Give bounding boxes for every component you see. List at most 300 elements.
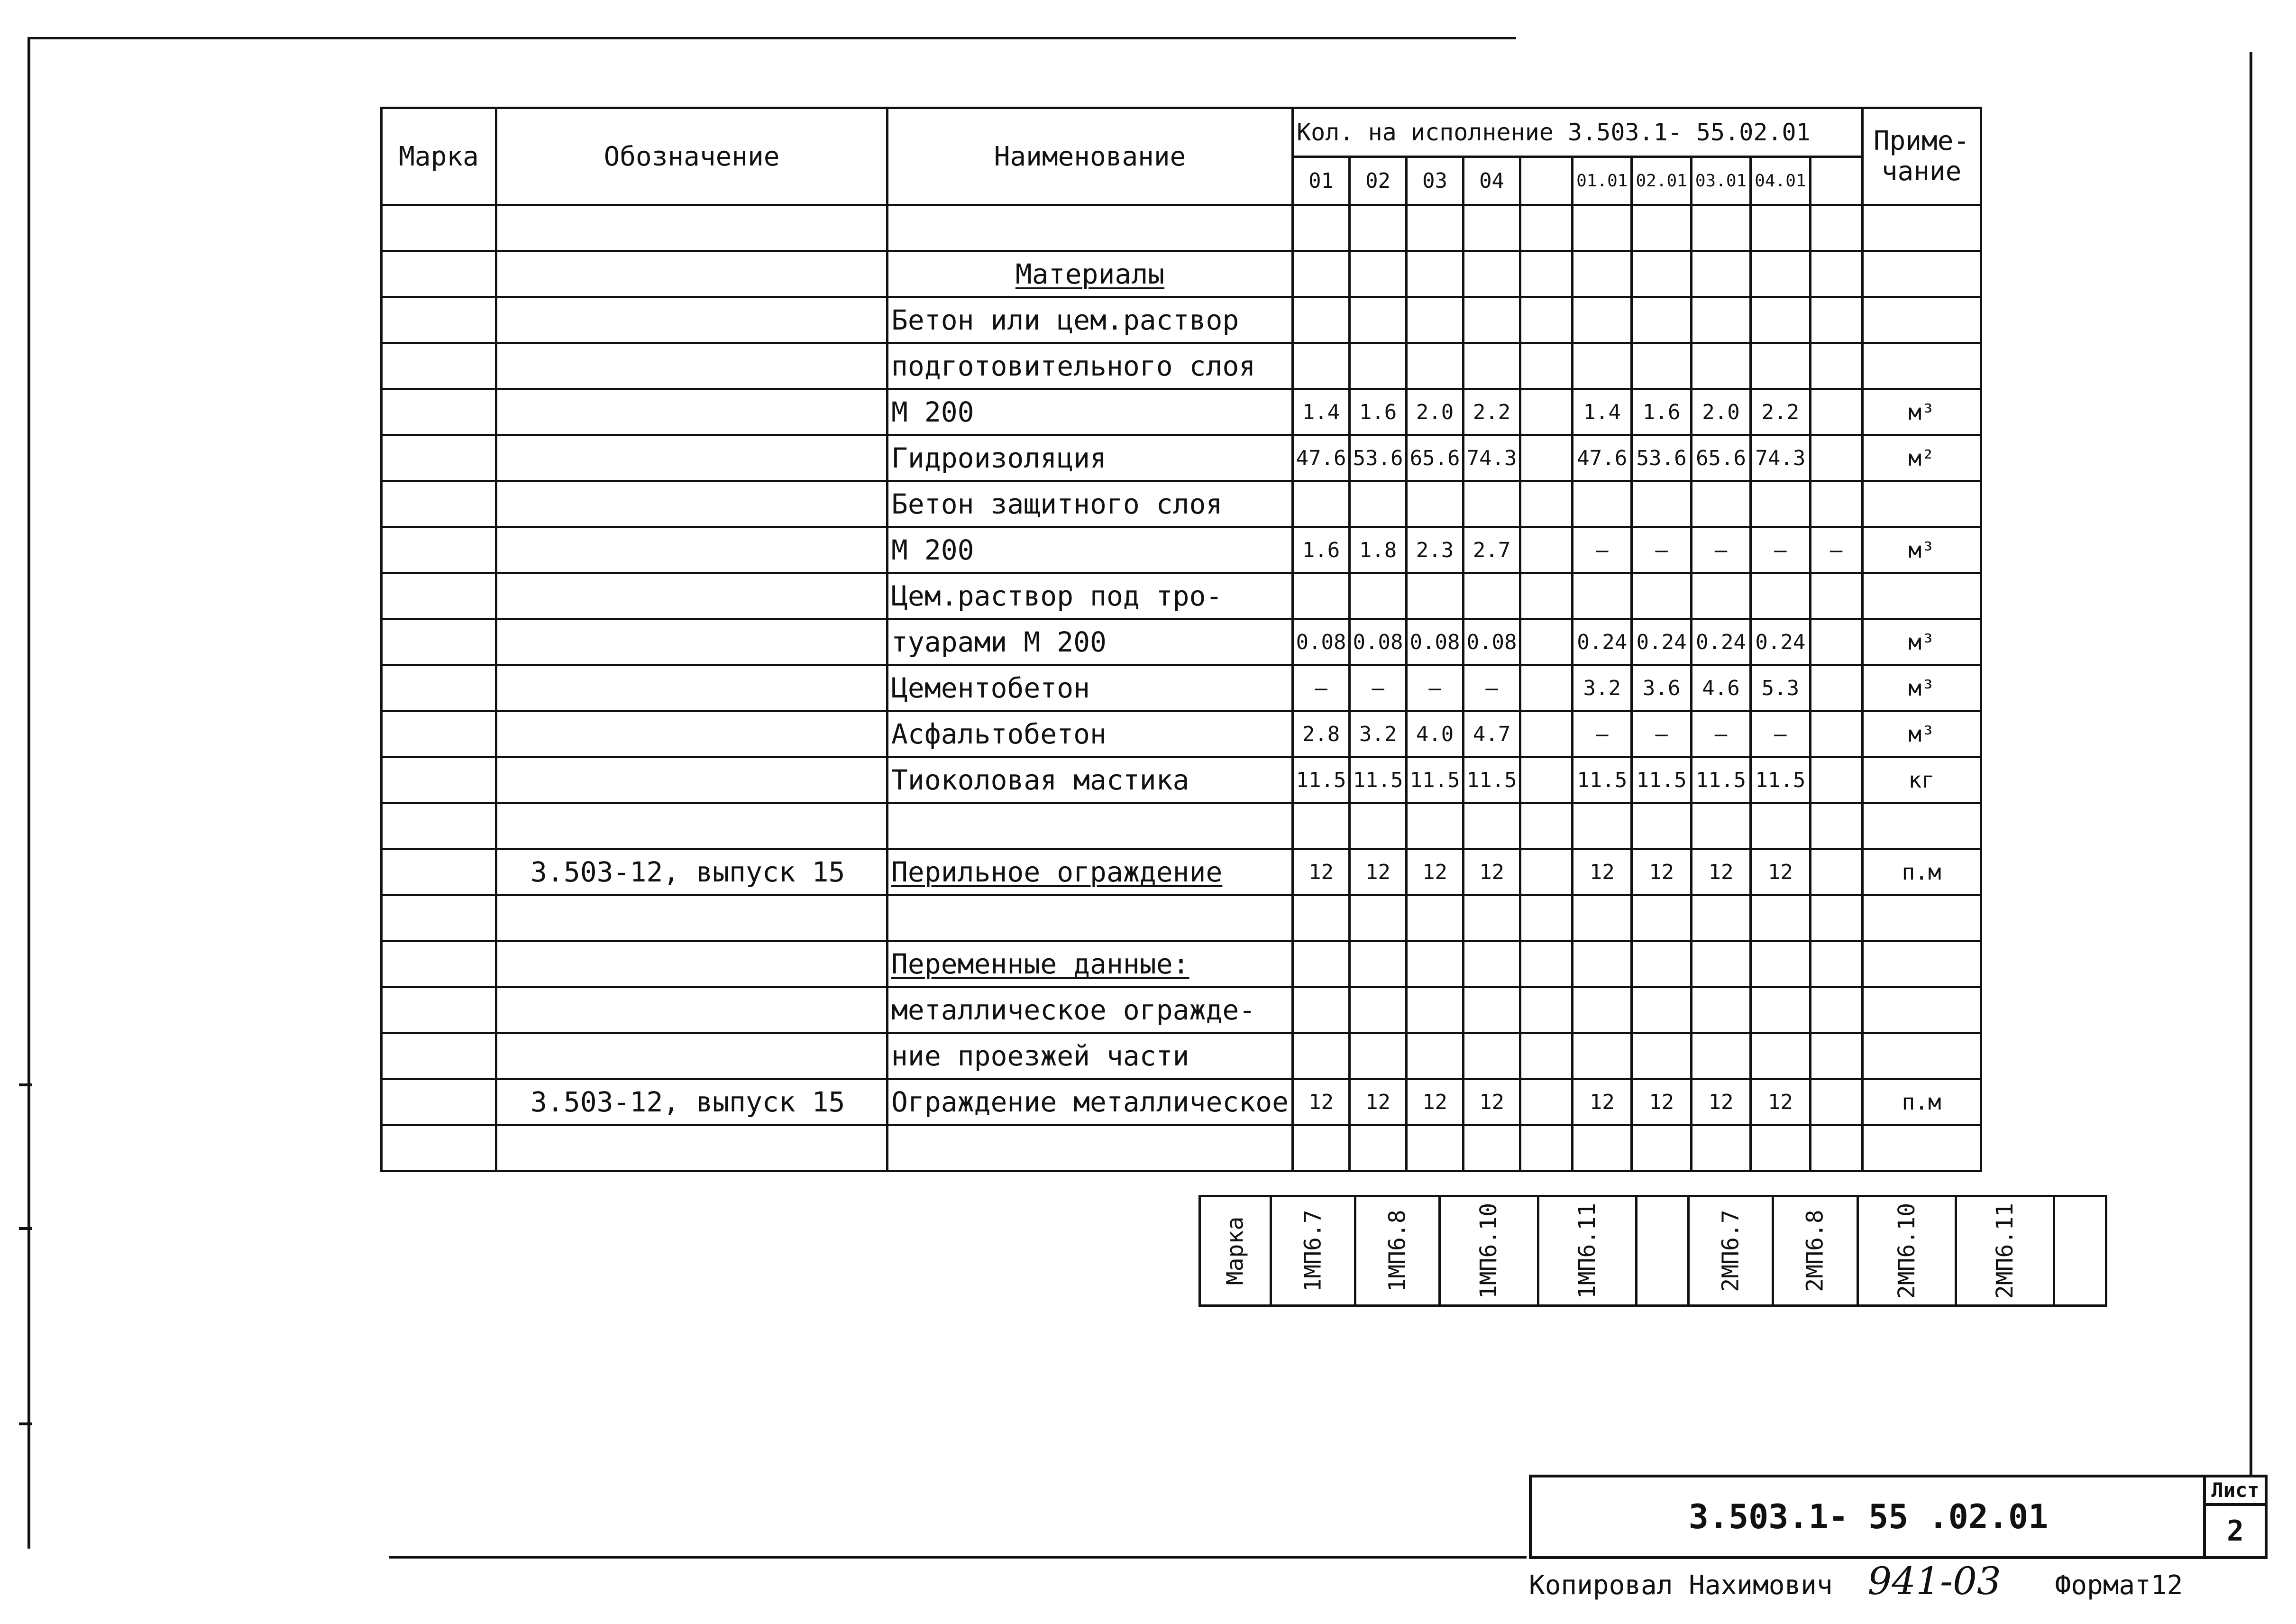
sheet-number: 2 xyxy=(2226,1514,2244,1548)
mark-cell xyxy=(382,435,496,481)
mark-cell xyxy=(1857,1196,1956,1306)
mark-cell xyxy=(1688,1196,1773,1306)
designation-cell xyxy=(496,987,887,1033)
quantity-cell xyxy=(1810,941,1862,987)
quantity-cell: 1.6 xyxy=(1350,389,1407,435)
quantity-cell xyxy=(1691,1033,1750,1079)
quantity-cell xyxy=(1520,757,1573,803)
quantity-cell xyxy=(1520,343,1573,389)
frame-tick xyxy=(19,1227,32,1230)
mark-cell xyxy=(382,895,496,941)
table-row xyxy=(382,343,1981,389)
table-row xyxy=(382,665,1981,711)
name-cell xyxy=(887,1125,1293,1171)
quantity-cell xyxy=(1632,205,1691,251)
name-cell: ние проезжей части xyxy=(887,1033,1293,1079)
quantity-cell xyxy=(1407,987,1464,1033)
quantity-cell xyxy=(1520,1079,1573,1125)
mark-cell xyxy=(382,205,496,251)
quantity-cell: 0.24 xyxy=(1573,619,1632,665)
quantity-cell: 47.6 xyxy=(1573,435,1632,481)
quantity-cell xyxy=(1632,1125,1691,1171)
mark-cell xyxy=(382,389,496,435)
quantity-cell xyxy=(1464,803,1520,849)
frame-line-right xyxy=(2250,52,2252,1475)
quantity-cell: — xyxy=(1464,665,1520,711)
quantity-cell xyxy=(1751,205,1810,251)
quantity-cell: 12 xyxy=(1632,849,1691,895)
mark-value: 1МП6.11 xyxy=(1573,1202,1601,1299)
copied-by: Копировал Нахимович xyxy=(1529,1570,1833,1601)
quantity-cell xyxy=(1464,1125,1520,1171)
name-cell xyxy=(887,895,1293,941)
designation-cell xyxy=(496,895,887,941)
designation-cell xyxy=(496,343,887,389)
mark-cell xyxy=(382,573,496,619)
mark-cell xyxy=(382,941,496,987)
mark-cell xyxy=(1538,1196,1636,1306)
quantity-cell xyxy=(1810,619,1862,665)
quantity-cell xyxy=(1407,251,1464,297)
mark-cell xyxy=(382,619,496,665)
note-cell xyxy=(1862,343,1981,389)
quantity-cell xyxy=(1520,435,1573,481)
quantity-cell xyxy=(1407,297,1464,343)
quantity-cell xyxy=(1573,941,1632,987)
name-cell: Бетон защитного слоя xyxy=(887,481,1293,527)
quantity-cell xyxy=(1464,573,1520,619)
quantity-cell: 11.5 xyxy=(1573,757,1632,803)
frame-tick xyxy=(19,1422,32,1425)
quantity-cell xyxy=(1407,1125,1464,1171)
header-col: 02.01 xyxy=(1632,156,1691,205)
designation-cell xyxy=(496,389,887,435)
mark-cell xyxy=(382,1125,496,1171)
quantity-cell xyxy=(1751,297,1810,343)
quantity-cell xyxy=(1573,1125,1632,1171)
designation-cell xyxy=(496,757,887,803)
note-cell xyxy=(1862,573,1981,619)
quantity-cell xyxy=(1810,1079,1862,1125)
quantity-cell xyxy=(1520,849,1573,895)
quantity-cell xyxy=(1632,941,1691,987)
quantity-cell xyxy=(1751,1125,1810,1171)
designation-cell xyxy=(496,435,887,481)
designation-cell: 3.503-12, выпуск 15 xyxy=(496,849,887,895)
table-row xyxy=(382,757,1981,803)
quantity-cell xyxy=(1293,573,1350,619)
quantity-cell xyxy=(1520,527,1573,573)
mark-cell xyxy=(382,803,496,849)
quantity-cell: 1.8 xyxy=(1350,527,1407,573)
table-row xyxy=(382,987,1981,1033)
header-designation: Обозначение xyxy=(496,108,887,205)
quantity-cell xyxy=(1520,205,1573,251)
mark-value: 1МП6.7 xyxy=(1299,1210,1326,1292)
quantity-cell: 2.2 xyxy=(1464,389,1520,435)
frame-tick xyxy=(19,1083,32,1086)
quantity-cell: 65.6 xyxy=(1407,435,1464,481)
quantity-cell xyxy=(1632,987,1691,1033)
document-code: 3.503.1- 55 .02.01 xyxy=(1688,1497,2049,1536)
mark-cell xyxy=(382,481,496,527)
mark-cell xyxy=(382,665,496,711)
quantity-cell xyxy=(1464,297,1520,343)
designation-cell xyxy=(496,941,887,987)
name-cell: Перильное ограждение xyxy=(887,849,1293,895)
quantity-cell xyxy=(1751,573,1810,619)
quantity-cell xyxy=(1407,1033,1464,1079)
quantity-cell xyxy=(1751,895,1810,941)
quantity-cell xyxy=(1520,941,1573,987)
quantity-cell xyxy=(1464,895,1520,941)
quantity-cell xyxy=(1520,297,1573,343)
header-col: 04.01 xyxy=(1751,156,1810,205)
quantity-cell: — xyxy=(1691,711,1750,757)
name-cell: Цементобетон xyxy=(887,665,1293,711)
quantity-cell xyxy=(1691,481,1750,527)
header-col: 01.01 xyxy=(1573,156,1632,205)
quantity-cell xyxy=(1464,343,1520,389)
header-quantity: Кол. на исполнение 3.503.1- 55.02.01 xyxy=(1293,108,1863,157)
quantity-cell xyxy=(1632,297,1691,343)
header-mark: Марка xyxy=(382,108,496,205)
note-cell: м³ xyxy=(1862,389,1981,435)
quantity-cell xyxy=(1520,803,1573,849)
quantity-cell xyxy=(1464,251,1520,297)
quantity-cell xyxy=(1350,481,1407,527)
header-col: 03 xyxy=(1407,156,1464,205)
quantity-cell xyxy=(1810,1033,1862,1079)
table-row xyxy=(382,941,1981,987)
quantity-cell xyxy=(1573,251,1632,297)
quantity-cell xyxy=(1810,987,1862,1033)
quantity-cell: 11.5 xyxy=(1407,757,1464,803)
quantity-cell: 12 xyxy=(1691,849,1750,895)
quantity-cell: 2.8 xyxy=(1293,711,1350,757)
quantity-cell xyxy=(1573,573,1632,619)
quantity-cell xyxy=(1293,1033,1350,1079)
name-cell: Бетон или цем.раствор xyxy=(887,297,1293,343)
quantity-cell xyxy=(1691,251,1750,297)
quantity-cell: 12 xyxy=(1464,849,1520,895)
header-name: Наименование xyxy=(887,108,1293,205)
table-row xyxy=(382,481,1981,527)
quantity-cell: 0.08 xyxy=(1350,619,1407,665)
designation-cell xyxy=(496,527,887,573)
quantity-cell xyxy=(1810,251,1862,297)
name-cell xyxy=(887,205,1293,251)
quantity-cell xyxy=(1520,389,1573,435)
name-cell: Асфальтобетон xyxy=(887,711,1293,757)
quantity-cell: 12 xyxy=(1407,849,1464,895)
quantity-cell xyxy=(1810,665,1862,711)
quantity-cell xyxy=(1350,941,1407,987)
quantity-cell xyxy=(1293,481,1350,527)
title-block xyxy=(1529,1475,2268,1559)
quantity-cell: 65.6 xyxy=(1691,435,1750,481)
quantity-cell xyxy=(1810,435,1862,481)
quantity-cell xyxy=(1691,987,1750,1033)
quantity-cell: 2.3 xyxy=(1407,527,1464,573)
quantity-cell xyxy=(1407,803,1464,849)
quantity-cell xyxy=(1573,297,1632,343)
sheet-label: Лист xyxy=(2206,1477,2265,1506)
quantity-cell: 4.6 xyxy=(1691,665,1750,711)
quantity-cell: — xyxy=(1632,527,1691,573)
header-col: 04 xyxy=(1464,156,1520,205)
name-cell: Тиоколовая мастика xyxy=(887,757,1293,803)
mark-cell xyxy=(382,987,496,1033)
quantity-cell xyxy=(1691,1125,1750,1171)
mark-cell xyxy=(382,1033,496,1079)
quantity-cell: — xyxy=(1293,665,1350,711)
quantity-cell: 53.6 xyxy=(1632,435,1691,481)
name-cell: М 200 xyxy=(887,527,1293,573)
quantity-cell xyxy=(1520,1125,1573,1171)
quantity-cell: 2.7 xyxy=(1464,527,1520,573)
quantity-cell xyxy=(1691,803,1750,849)
table-row xyxy=(382,527,1981,573)
signature-number: 941-03 xyxy=(1867,1559,2001,1603)
note-cell: м³ xyxy=(1862,665,1981,711)
mark-cell xyxy=(382,343,496,389)
quantity-cell xyxy=(1464,481,1520,527)
quantity-cell xyxy=(1520,987,1573,1033)
note-cell xyxy=(1862,251,1981,297)
quantity-cell: 12 xyxy=(1691,1079,1750,1125)
quantity-cell: 11.5 xyxy=(1464,757,1520,803)
mark-cell xyxy=(1956,1196,2054,1306)
table-row xyxy=(382,573,1981,619)
designation-cell xyxy=(496,297,887,343)
quantity-cell xyxy=(1520,711,1573,757)
mark-cell xyxy=(382,297,496,343)
table-row xyxy=(382,1079,1981,1125)
quantity-cell xyxy=(1751,1033,1810,1079)
quantity-cell: — xyxy=(1573,527,1632,573)
designation-cell xyxy=(496,481,887,527)
note-cell: м² xyxy=(1862,435,1981,481)
quantity-cell xyxy=(1293,205,1350,251)
quantity-cell: 2.0 xyxy=(1407,389,1464,435)
quantity-cell xyxy=(1464,941,1520,987)
quantity-cell xyxy=(1520,573,1573,619)
designation-cell xyxy=(496,205,887,251)
mark-cell xyxy=(2054,1196,2106,1306)
name-cell: Ограждение металлическое xyxy=(887,1079,1293,1125)
quantity-cell xyxy=(1573,1033,1632,1079)
specification-table xyxy=(380,107,1982,1172)
quantity-cell: — xyxy=(1751,711,1810,757)
quantity-cell: 1.4 xyxy=(1573,389,1632,435)
frame-line-bottom xyxy=(389,1556,1527,1559)
quantity-cell xyxy=(1632,573,1691,619)
quantity-cell: 11.5 xyxy=(1350,757,1407,803)
quantity-cell xyxy=(1407,481,1464,527)
mark-cell xyxy=(382,757,496,803)
quantity-cell xyxy=(1350,895,1407,941)
table-row xyxy=(382,1033,1981,1079)
quantity-cell: 0.24 xyxy=(1632,619,1691,665)
footer-line xyxy=(1529,1559,2183,1603)
quantity-cell xyxy=(1751,803,1810,849)
quantity-cell: — xyxy=(1573,711,1632,757)
quantity-cell xyxy=(1464,205,1520,251)
quantity-cell xyxy=(1691,343,1750,389)
mark-value: 2МП6.8 xyxy=(1802,1210,1829,1292)
quantity-cell: 12 xyxy=(1751,1079,1810,1125)
mark-cell xyxy=(1355,1196,1439,1306)
quantity-cell: 12 xyxy=(1632,1079,1691,1125)
frame-line-left xyxy=(27,37,30,1549)
mark-cell xyxy=(382,711,496,757)
designation-cell xyxy=(496,1125,887,1171)
quantity-cell: — xyxy=(1691,527,1750,573)
quantity-cell: 74.3 xyxy=(1751,435,1810,481)
quantity-cell xyxy=(1350,1033,1407,1079)
quantity-cell: 12 xyxy=(1573,1079,1632,1125)
quantity-cell xyxy=(1691,297,1750,343)
quantity-cell xyxy=(1520,481,1573,527)
quantity-cell xyxy=(1293,343,1350,389)
quantity-cell xyxy=(1407,573,1464,619)
designation-cell: 3.503-12, выпуск 15 xyxy=(496,1079,887,1125)
note-cell xyxy=(1862,1033,1981,1079)
designation-cell xyxy=(496,251,887,297)
quantity-cell xyxy=(1350,205,1407,251)
quantity-cell: 12 xyxy=(1350,1079,1407,1125)
note-cell xyxy=(1862,1125,1981,1171)
sheet-format: Формат12 xyxy=(2055,1570,2183,1601)
quantity-cell xyxy=(1407,941,1464,987)
quantity-cell: 0.08 xyxy=(1407,619,1464,665)
quantity-cell xyxy=(1293,251,1350,297)
quantity-cell xyxy=(1632,481,1691,527)
quantity-cell xyxy=(1573,343,1632,389)
quantity-cell xyxy=(1573,987,1632,1033)
mark-value: 2МП6.11 xyxy=(1992,1202,2019,1299)
quantity-cell: 0.24 xyxy=(1691,619,1750,665)
quantity-cell: 12 xyxy=(1350,849,1407,895)
mark-cell xyxy=(382,251,496,297)
quantity-cell xyxy=(1810,205,1862,251)
quantity-cell: 12 xyxy=(1751,849,1810,895)
quantity-cell: 11.5 xyxy=(1691,757,1750,803)
table-row xyxy=(382,619,1981,665)
table-row xyxy=(382,803,1981,849)
table-row xyxy=(382,711,1981,757)
quantity-cell xyxy=(1691,205,1750,251)
quantity-cell xyxy=(1810,389,1862,435)
header-col xyxy=(1810,156,1862,205)
header-col xyxy=(1520,156,1573,205)
mark-value: 1МП6.8 xyxy=(1384,1210,1411,1292)
quantity-cell: 74.3 xyxy=(1464,435,1520,481)
quantity-cell xyxy=(1632,251,1691,297)
quantity-cell: 2.2 xyxy=(1751,389,1810,435)
header-row xyxy=(382,108,1981,157)
quantity-cell xyxy=(1293,895,1350,941)
table-row xyxy=(382,849,1981,895)
sheet-box xyxy=(2203,1477,2265,1556)
quantity-cell xyxy=(1691,573,1750,619)
table-row xyxy=(382,1125,1981,1171)
mark-value: 2МП6.7 xyxy=(1717,1210,1744,1292)
designation-cell xyxy=(496,665,887,711)
quantity-cell: 3.6 xyxy=(1632,665,1691,711)
quantity-cell xyxy=(1464,987,1520,1033)
quantity-cell xyxy=(1632,1033,1691,1079)
marks-table xyxy=(1198,1195,2107,1307)
name-cell: туарами М 200 xyxy=(887,619,1293,665)
quantity-cell xyxy=(1520,895,1573,941)
mark-cell xyxy=(382,527,496,573)
quantity-cell xyxy=(1810,573,1862,619)
note-cell xyxy=(1862,895,1981,941)
quantity-cell xyxy=(1810,297,1862,343)
note-cell xyxy=(1862,297,1981,343)
quantity-cell: 11.5 xyxy=(1632,757,1691,803)
note-cell xyxy=(1862,205,1981,251)
mark-value: 1МП6.10 xyxy=(1475,1202,1502,1299)
table-row xyxy=(382,251,1981,297)
name-cell: М 200 xyxy=(887,389,1293,435)
table-row xyxy=(382,895,1981,941)
quantity-cell xyxy=(1573,481,1632,527)
quantity-cell xyxy=(1520,619,1573,665)
note-cell xyxy=(1862,481,1981,527)
name-cell: Переменные данные: xyxy=(887,941,1293,987)
quantity-cell xyxy=(1293,1125,1350,1171)
note-cell xyxy=(1862,941,1981,987)
marks-label: Марка xyxy=(1222,1216,1249,1285)
quantity-cell xyxy=(1632,803,1691,849)
quantity-cell xyxy=(1293,803,1350,849)
quantity-cell xyxy=(1407,343,1464,389)
quantity-cell xyxy=(1810,757,1862,803)
mark-cell xyxy=(1773,1196,1857,1306)
quantity-cell xyxy=(1810,1125,1862,1171)
quantity-cell xyxy=(1751,343,1810,389)
quantity-cell xyxy=(1350,1125,1407,1171)
quantity-cell: 11.5 xyxy=(1293,757,1350,803)
quantity-cell xyxy=(1810,849,1862,895)
note-cell: п.м xyxy=(1862,849,1981,895)
mark-cell xyxy=(382,849,496,895)
mark-cell xyxy=(1636,1196,1688,1306)
quantity-cell: 0.08 xyxy=(1293,619,1350,665)
marks-label-cell xyxy=(1200,1196,1271,1306)
quantity-cell: 4.7 xyxy=(1464,711,1520,757)
quantity-cell xyxy=(1520,1033,1573,1079)
quantity-cell: — xyxy=(1632,711,1691,757)
name-cell: Цем.раствор под тро- xyxy=(887,573,1293,619)
quantity-cell xyxy=(1751,481,1810,527)
mark-cell xyxy=(1271,1196,1355,1306)
quantity-cell xyxy=(1751,251,1810,297)
note-cell: кг xyxy=(1862,757,1981,803)
quantity-cell xyxy=(1407,895,1464,941)
quantity-cell xyxy=(1573,803,1632,849)
name-cell: Гидроизоляция xyxy=(887,435,1293,481)
quantity-cell xyxy=(1691,895,1750,941)
quantity-cell xyxy=(1810,711,1862,757)
quantity-cell: 12 xyxy=(1573,849,1632,895)
quantity-cell: 12 xyxy=(1464,1079,1520,1125)
quantity-cell xyxy=(1632,343,1691,389)
quantity-cell: — xyxy=(1407,665,1464,711)
